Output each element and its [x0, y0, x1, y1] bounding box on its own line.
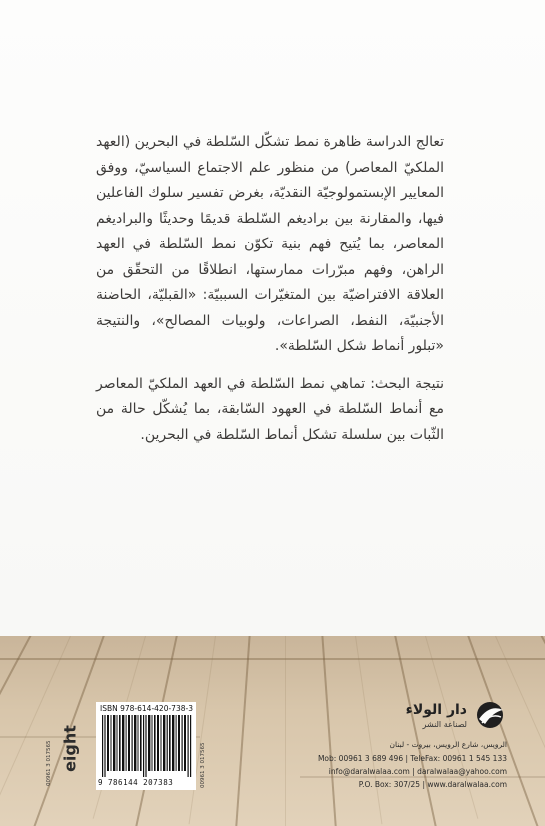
back-cover-blurb — [96, 130, 444, 448]
publisher-address: الرويس، شارع الرويس، بيروت - لبنان — [389, 740, 507, 749]
imprint-name: eight — [60, 725, 80, 772]
isbn-barcode-box — [96, 702, 196, 790]
publisher-pobox: P.O. Box: 307/25 | www.daralwalaa.com — [358, 780, 507, 789]
eight-imprint-logo — [58, 712, 82, 786]
barcode-digits: 9 786144 207383 — [98, 778, 174, 787]
svg-text:00961 3 017565: 00961 3 017565 — [46, 740, 52, 786]
isbn-side-code — [198, 702, 206, 790]
publisher-logo-icon — [473, 700, 507, 730]
svg-text:00961 3 017565: 00961 3 017565 — [200, 742, 206, 788]
publisher-tagline: لصناعة النشر — [422, 720, 467, 729]
isbn-label: ISBN 978-614-420-738-3 — [100, 704, 193, 713]
blurb-paragraph-1: تعالج الدراسة ظاهرة نمط تشكّل السّلطة في البحرين (العهد الملكيّ المعاصر) من منظور علم الاجتماع السياسيّ، ووفق المعايير الإبستمولوجيّة النقديّة، بغرض تفسير سلوك الفاعلين فيها، والمقارنة بين براديغم السّلطة قديمًا وحديثًا والبراديغم المعاصر، بما يُتيح فهم بنية تكوّن نمط السّلطة في العهد الراهن، وفهم مبرّرات ممارستها، انطلاقًا من التحقّق من العلاقة الافتراضيّة بين المتغيّرات السببيّة: «القبليّة، الحاضنة الأجنبيّة، النفط، الصراعات، ولوبيات المصالح»، والنتيجة «تبلور أنماط شكل السّلطة». — [96, 134, 444, 354]
blurb-paragraph-2: نتيجة البحث: تماهي نمط السّلطة في العهد الملكيّ المعاصر مع أنماط السّلطة في العهود السّابقة، بما يُشكّل حالة من الثّبات بين سلسلة تشكل أنماط السّلطة في البحرين. — [96, 375, 444, 443]
publisher-email: info@daralwalaa.com | daralwalaa@yahoo.com — [328, 767, 507, 776]
imprint-side-code — [44, 718, 52, 788]
publisher-phone: Mob: 00961 3 689 496 | TeleFax: 00961 1 545 133 — [317, 754, 507, 763]
barcode-icon — [102, 715, 192, 777]
publisher-name: دار الولاء — [405, 702, 467, 718]
